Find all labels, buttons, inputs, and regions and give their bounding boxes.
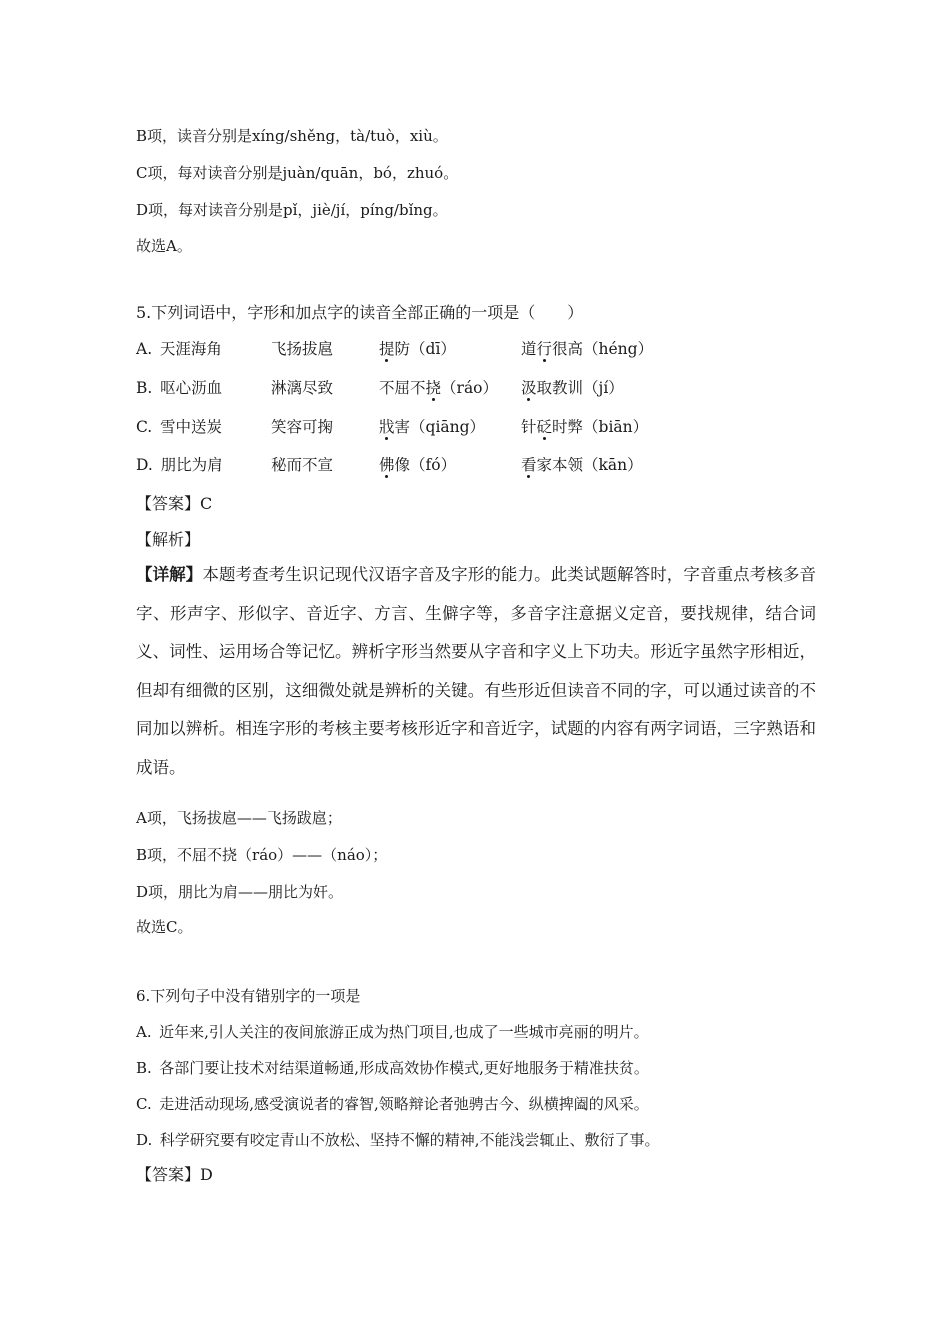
q6-option-c: C. 走进活动现场,感受演说者的睿智,领略辩论者弛骋古今、纵横捭阖的风采。 <box>136 1095 649 1113</box>
q4-option-d-note: D项，每对读音分别是pǐ，jiè/jí，píng/bǐng。 <box>136 201 448 219</box>
q4-option-b-note: B项，读音分别是xíng/shěng，tà/tuò，xiù。 <box>136 127 448 145</box>
q5-note-b: B项，不屈不挠（ráo）——（náo）； <box>136 846 388 864</box>
q6-option-b: B. 各部门要让技术对结渠道畅通,形成高效协作模式,更好地服务于精准扶贫。 <box>136 1059 649 1077</box>
option-word2: 秘而不宣 <box>271 456 334 474</box>
q6-option-d: D. 科学研究要有咬定青山不放松、坚持不懈的精神,不能浅尝辄止、敷衍了事。 <box>136 1131 660 1149</box>
option-word4: 针砭时弊（biān） <box>521 418 649 436</box>
q4-conclusion: 故选A。 <box>136 237 192 255</box>
option-word3: 佛像（fó） <box>379 456 457 474</box>
q5-conclusion: 故选C。 <box>136 918 193 936</box>
option-word2: 飞扬拔扈 <box>271 340 334 358</box>
dotted-char: 提 <box>379 340 395 358</box>
q5-stem: 5.下列词语中，字形和加点字的读音全部正确的一项是（ ） <box>136 303 584 322</box>
option-word4: 汲取教训（jí） <box>521 379 624 397</box>
q5-note-a: A项，飞扬拔扈——飞扬跋扈； <box>136 809 342 827</box>
detail-label: 【详解】 <box>136 565 203 584</box>
dotted-char: 砭 <box>536 418 553 436</box>
detail-text: 本题考查考生识记现代汉语字音及字形的能力。此类试题解答时，字音重点考核多音字、形声字、形似字、音近字、方言、生僻字等，多音字注意据义定音，要找规律，结合词义、词性、运用场合等记忆。辨析字形当然要从字音和字义上下功夫。形近字虽然字形相近，但却有细微的区别，这细微处就是辨析的关键。有些形近但读音不同的字，可以通过读音的不同加以辨析。相连字形的考核主要考核形近字和音近字，试题的内容有两字词语，三字熟语和成语。 <box>136 565 817 777</box>
option-label-and-word1: A. 天涯海角 <box>136 340 222 358</box>
option-word2: 淋漓尽致 <box>271 379 334 397</box>
q6-stem: 6.下列句子中没有错别字的一项是 <box>136 987 361 1005</box>
option-word3: 不屈不挠（ráo） <box>379 379 499 397</box>
q4-option-c-note: C项，每对读音分别是juàn/quān，bó，zhuó。 <box>136 164 459 182</box>
dotted-char: 汲 <box>521 379 537 397</box>
q5-detail-paragraph <box>136 556 816 788</box>
option-label-and-word1: C. 雪中送炭 <box>136 418 222 436</box>
option-word4: 看家本领（kān） <box>521 456 643 474</box>
option-label-and-word1: D. 朋比为肩 <box>136 456 223 474</box>
option-label-and-word1: B. 呕心沥血 <box>136 379 223 397</box>
dotted-char: 戕 <box>379 418 395 436</box>
option-word3: 戕害（qiāng） <box>379 418 486 436</box>
option-word3: 提防（dī） <box>379 340 456 358</box>
q6-answer: 【答案】D <box>136 1165 213 1184</box>
dotted-char: 看 <box>521 456 537 474</box>
q5-answer: 【答案】C <box>136 494 213 513</box>
dotted-char: 行 <box>536 340 553 358</box>
q6-option-a: A. 近年来,引人关注的夜间旅游正成为热门项目,也成了一些城市亮丽的明片。 <box>136 1023 649 1041</box>
dotted-char: 佛 <box>379 456 395 474</box>
option-word4: 道行很高（héng） <box>521 340 654 358</box>
q5-analysis-heading: 【解析】 <box>136 530 201 549</box>
option-word2: 笑容可掬 <box>271 418 334 436</box>
dotted-char: 挠 <box>425 379 442 397</box>
q5-note-d: D项，朋比为肩——朋比为奸。 <box>136 883 344 901</box>
